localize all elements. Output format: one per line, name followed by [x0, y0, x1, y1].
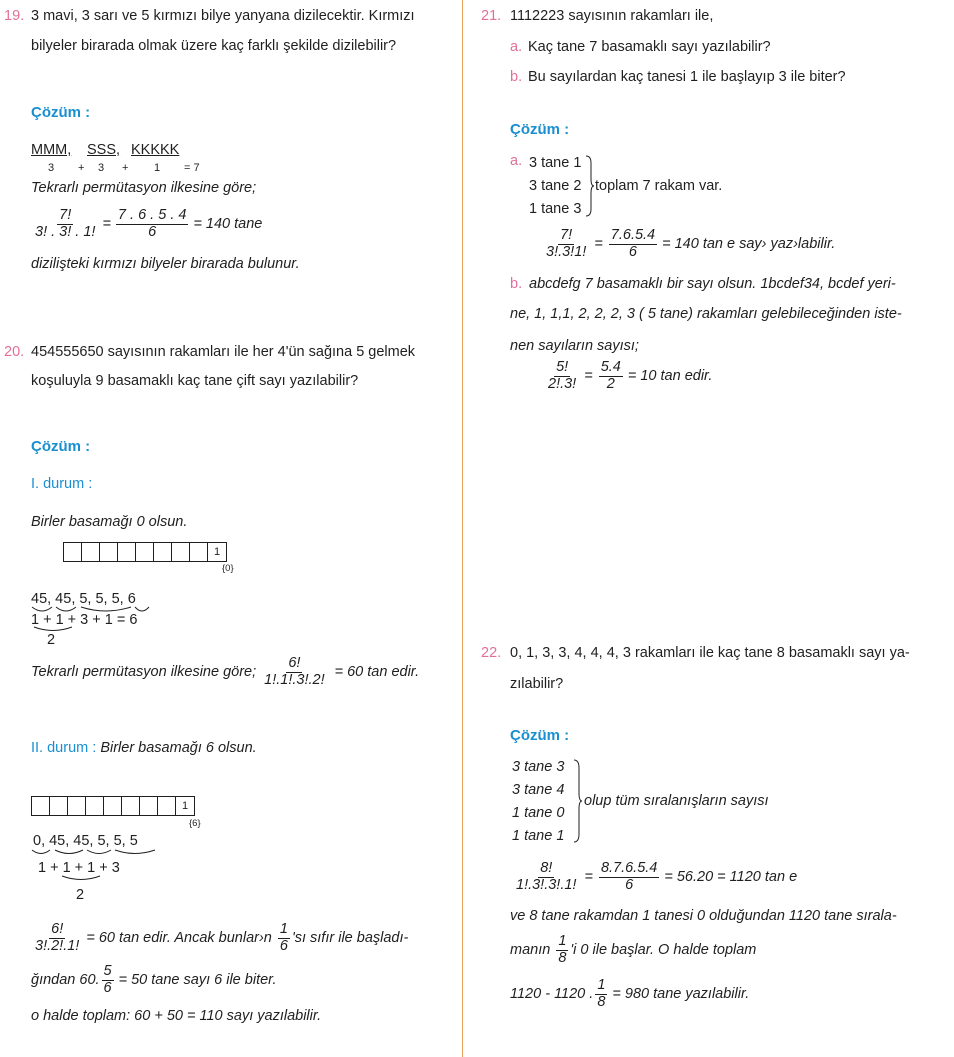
question-number: 22. [481, 645, 502, 661]
plus-sign: + [78, 162, 85, 174]
question-number: 19. [4, 8, 25, 24]
question-text: bilyeler birarada olmak üzere kaç farklı şekilde dizilebilir? [31, 38, 397, 54]
formula: $\frac{7!}{3!.3!1!}$ = $\frac{7.6.5.4}{6}$ = 140 tan e say› yaz›labilir. [546, 227, 836, 260]
part-text: Bu sayılardan kaç tanesi 1 ile başlayıp 3 ile biter? [528, 69, 846, 85]
count: 3 [48, 162, 55, 174]
formula: $\frac{6!}{3!.2!.1!}$ = 60 tan edir. Ancak bunlar›n $\frac{1}{6}$ 'sı sıfır ile başladı- [35, 921, 409, 954]
part-label: a. [510, 153, 523, 169]
solution-text: abcdefg 7 basamaklı bir sayı olsun. 1bcdef34, bcdef yeri- [529, 276, 896, 292]
underbraces [31, 849, 156, 859]
case-label: I. durum : [31, 476, 93, 492]
cell-note: {0} [222, 563, 234, 574]
count-line: 1 tane 0 [512, 805, 565, 821]
conclusion: dizilişteki kırmızı bilyeler birarada bulunur. [31, 256, 300, 272]
question-text: 454555650 sayısının rakamları ile her 4'ün sağına 5 gelmek [31, 344, 416, 360]
solution-text: nen sayıların sayısı; [510, 338, 639, 354]
plus-sign: + [122, 162, 129, 174]
solution-text: ve 8 tane rakamdan 1 tanesi 0 olduğundan 1120 tane sırala- [510, 908, 897, 924]
count: 3 [98, 162, 105, 174]
digit-grid [63, 542, 227, 562]
count-line: 1 tane 1 [512, 828, 565, 844]
formula: 1120 - 1120 . $\frac{1}{8}$ = 980 tane yazılabilir. [510, 977, 750, 1010]
sequence: 45, 45, 5, 5, 5, 6 [31, 591, 136, 607]
rule-text: Tekrarlı permütasyon ilkesine göre; [31, 180, 257, 196]
question-text: 1112223 sayısının rakamları ile, [510, 8, 714, 24]
part-label: b. [510, 69, 523, 85]
digit-cell: 1 [181, 800, 189, 812]
formula: $\frac{8!}{1!.3!.3!.1!}$ = $\frac{8.7.6.5.4}{6}$ = 56.20 = 1120 tan e [516, 860, 798, 893]
solution-title: Çözüm : [31, 104, 91, 121]
solution-text: ne, 1, 1,1, 2, 2, 2, 3 ( 5 tane) rakamları gelebileceğinden iste- [510, 306, 902, 322]
right-brace [585, 155, 595, 217]
sequence: 0, 45, 45, 5, 5, 5 [33, 833, 138, 849]
question-text: 3 mavi, 3 sarı ve 5 kırmızı bilye yanyana dizilecektir. Kırmızı [31, 8, 415, 24]
question-text: zılabilir? [510, 676, 564, 692]
question-text: koşuluyla 9 basamaklı kaç tane çift sayı yazılabilir? [31, 373, 359, 389]
part-label: b. [510, 276, 523, 292]
fraction: $\frac{7 . 6 . 5 . 4}{6}$ [117, 207, 187, 240]
digit-cell: 1 [213, 546, 221, 558]
column-divider [462, 0, 463, 1057]
formula: ğından 60. $\frac{5}{6}$ = 50 tane sayı 6 ile biter. [31, 963, 277, 996]
count-line: 3 tane 1 [529, 155, 582, 171]
conclusion: o halde toplam: 60 + 50 = 110 sayı yazılabilir. [31, 1008, 322, 1024]
pair-count: 2 [76, 887, 85, 903]
question-number: 21. [481, 8, 502, 24]
right-brace [573, 759, 583, 843]
part-label: a. [510, 39, 523, 55]
sum-line: 1 + 1 + 3 + 1 = 6 [31, 612, 138, 628]
question-number: 20. [4, 344, 25, 360]
sum-line: 1 + 1 + 1 + 3 [38, 860, 120, 876]
part-text: Kaç tane 7 basamaklı sayı yazılabilir? [528, 39, 771, 55]
cell-note: {6} [189, 818, 201, 829]
underbrace [61, 875, 101, 883]
solution-title: Çözüm : [510, 121, 570, 138]
count-line: 1 tane 3 [529, 201, 582, 217]
pair-count: 2 [47, 632, 56, 648]
case-text: Birler basamağı 0 olsun. [31, 514, 188, 530]
question-text: 0, 1, 3, 3, 4, 4, 4, 3 rakamları ile kaç tane 8 basamaklı sayı ya- [510, 645, 910, 661]
count-note: olup tüm sıralanışların sayısı [584, 793, 769, 809]
digit-grid [31, 796, 195, 816]
solution-title: Çözüm : [31, 438, 91, 455]
count-note: toplam 7 rakam var. [595, 178, 723, 194]
sum-result: = 7 [184, 162, 200, 174]
case-2-line: II. durum : Birler basamağı 6 olsun. [31, 740, 257, 756]
group-m: MMM, [31, 142, 72, 158]
count: 1 [154, 162, 161, 174]
count-line: 3 tane 3 [512, 759, 565, 775]
formula: $\frac{5!}{2!.3!}$ = $\frac{5.4}{2}$ = 10 tan edir. [548, 359, 713, 392]
formula: manın $\frac{1}{8}$ 'i 0 ile başlar. O halde toplam [510, 933, 757, 966]
count-line: 3 tane 2 [529, 178, 582, 194]
count-line: 3 tane 4 [512, 782, 565, 798]
formula: $\frac{7!}{3! . 3! . 1!}$ = $\frac{7 . 6 . 5 . 4}{6}$ = 140 tane [35, 207, 263, 240]
group-s: SSS, [87, 142, 121, 158]
fraction: $\frac{7!}{3! . 3! . 1!}$ [35, 207, 96, 240]
solution-title: Çözüm : [510, 727, 570, 744]
group-k: KKKKK [131, 142, 180, 158]
formula: Tekrarlı permütasyon ilkesine göre; $\frac{6!}{1!.1!.3!.2!}$ = 60 tan edir. [31, 655, 420, 688]
